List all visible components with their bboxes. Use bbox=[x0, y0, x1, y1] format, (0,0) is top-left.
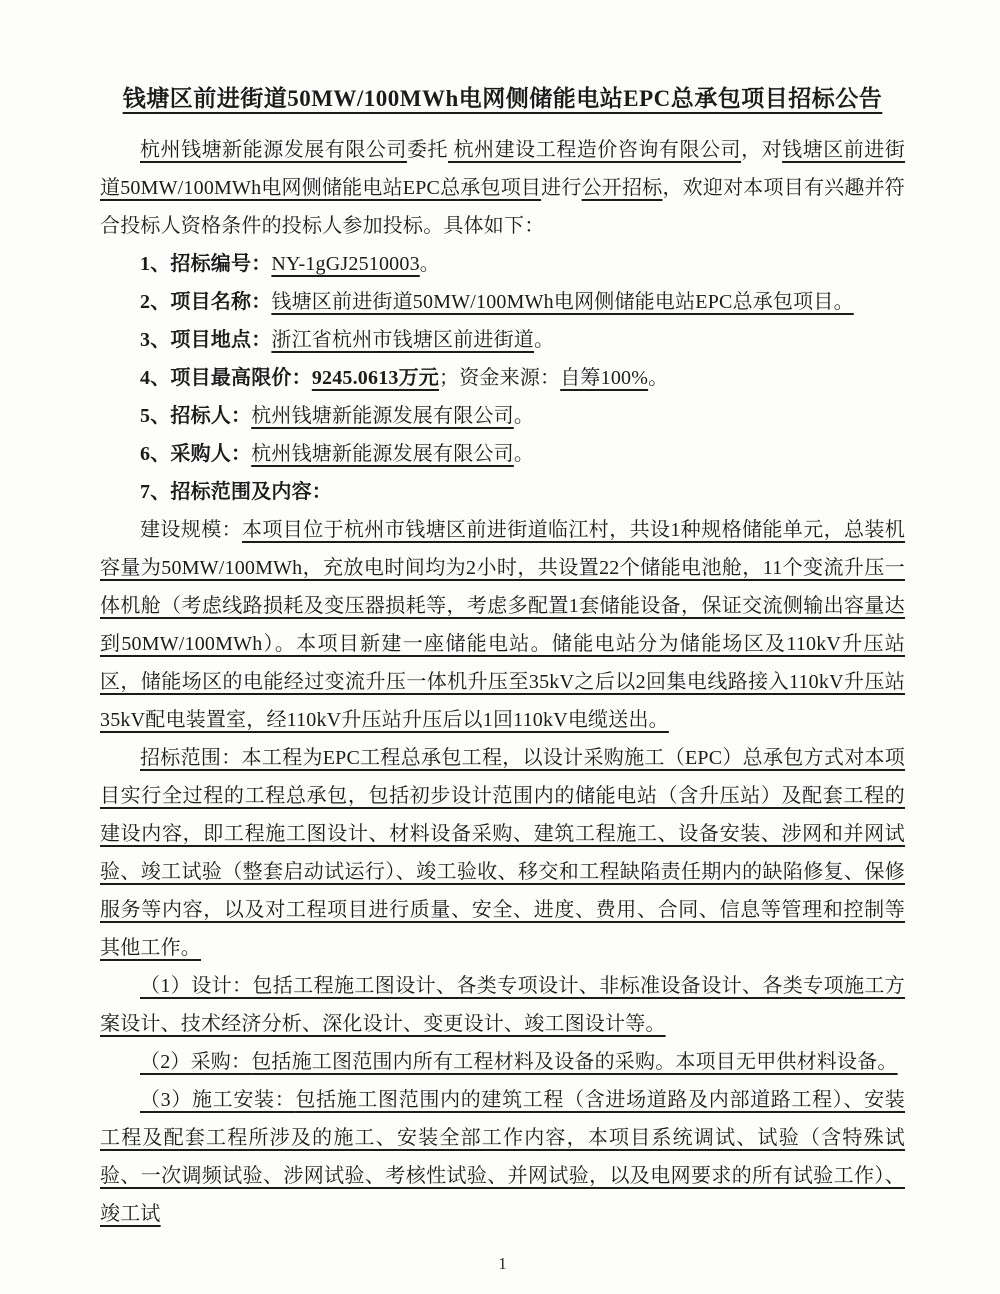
agent-name: 杭州建设工程造价咨询有限公司 bbox=[448, 139, 742, 161]
bidding-method: 公开招标 bbox=[581, 177, 663, 199]
document-body bbox=[100, 131, 905, 1233]
tender-number-suffix: 。 bbox=[419, 253, 440, 275]
page-number: 1 bbox=[498, 1254, 507, 1273]
sub-item-construction bbox=[100, 1081, 905, 1233]
procurement-body: 包括施工图范围内所有工程材料及设备的采购。本项目无甲供材料设备。 bbox=[251, 1051, 898, 1073]
design-label: （1）设计： bbox=[140, 975, 253, 997]
project-name: 钱塘区前进街道50MW/100MWh电网侧储能电站EPC总承包项目 bbox=[100, 139, 906, 199]
intro-connector-2: 进行 bbox=[541, 177, 582, 199]
tender-item-3 bbox=[100, 321, 905, 359]
tenderer-suffix: 。 bbox=[513, 405, 535, 427]
purchaser-suffix: 。 bbox=[513, 443, 535, 465]
tender-item-7 bbox=[100, 473, 905, 511]
scope-section-heading: 7、招标范围及内容： bbox=[140, 481, 332, 503]
project-location-suffix: 。 bbox=[534, 329, 555, 351]
construction-scale-label: 建设规模： bbox=[140, 519, 242, 541]
tender-scope-label: 招标范围： bbox=[140, 747, 242, 769]
project-location-value: 浙江省杭州市钱塘区前进街道 bbox=[271, 329, 535, 351]
project-name-value: 钱塘区前进街道50MW/100MWh电网侧储能电站EPC总承包项目。 bbox=[271, 291, 854, 313]
funding-source-label: ；资金来源： bbox=[439, 367, 561, 389]
tenderer-name: 杭州钱塘新能源发展有限公司 bbox=[140, 139, 407, 161]
tender-scope-body: 本工程为EPC工程总承包工程，以设计采购施工（EPC）总承包方式对本项目实行全过程的工程总承包，包括初步设计范围内的储能电站（含升压站）及配套工程的建设内容，即工程施工图设计、材料设备采购、建筑工程施工、设备安装、涉网和并网试验、竣工试验（整套启动试运行）、竣工验收、移交和工程缺陷责任期内的缺陷修复、保修服务等内容，以及对工程项目进行质量、安全、进度、费用、合同、信息等管理和控制等其他工作。 bbox=[100, 747, 906, 959]
tender-item-4 bbox=[100, 359, 905, 397]
intro-paragraph bbox=[100, 131, 905, 245]
intro-connector-1: ，对 bbox=[741, 139, 783, 161]
price-cap-suffix: 。 bbox=[648, 367, 669, 389]
purchaser-value: 杭州钱塘新能源发展有限公司 bbox=[251, 443, 514, 465]
tender-item-1 bbox=[100, 245, 905, 283]
tender-item-5 bbox=[100, 397, 905, 435]
intro-entrust-text: 委托 bbox=[406, 139, 449, 161]
page-title: 钱塘区前进街道50MW/100MWh电网侧储能电站EPC总承包项目招标公告 bbox=[122, 86, 883, 111]
tender-number-value: NY-1gGJ2510003 bbox=[271, 253, 420, 275]
sub-item-design bbox=[100, 967, 905, 1043]
design-body: 包括工程施工图设计、各类专项设计、非标准设备设计、各类专项施工方案设计、技术经济分析、深化设计、变更设计、竣工图设计等。 bbox=[100, 975, 905, 1035]
construction-scale-body: 本项目位于杭州市钱塘区前进街道临江村，共设1种规格储能单元，总装机容量为50MW/100MWh，充放电时间均为2小时，共设置22个储能电池舱，11个变流升压一体机舱（考虑线路损耗及变压器损耗等，考虑多配置1套储能设备，保证交流侧输出容量达到50MW/100MWh）。本项目新建一座储能电站。储能电站分为储能场区及110kV升压站区，储能场区的电能经过变流升压一体机升压至35kV之后以2回集电线路接入110kV升压站35kV配电装置室，经110kV升压站升压后以1回110kV电缆送出。 bbox=[100, 519, 905, 731]
purchaser-label: 6、采购人： bbox=[140, 443, 252, 465]
project-name-label: 2、项目名称： bbox=[140, 291, 272, 313]
construction-label: （3）施工安装： bbox=[140, 1089, 296, 1111]
tender-number-label: 1、招标编号： bbox=[140, 253, 272, 275]
tender-scope-paragraph bbox=[100, 739, 905, 967]
tender-item-6 bbox=[100, 435, 905, 473]
tenderer-label: 5、招标人： bbox=[140, 405, 252, 427]
construction-scale-paragraph bbox=[100, 511, 905, 739]
price-cap-label: 4、项目最高限价： bbox=[140, 367, 312, 389]
construction-body: 包括施工图范围内的建筑工程（含进场道路及内部道路工程）、安装工程及配套工程所涉及的施工、安装全部工作内容，本项目系统调试、试验（含特殊试验、一次调频试验、涉网试验、考核性试验、并网试验，以及电网要求的所有试验工作）、竣工试 bbox=[100, 1089, 906, 1225]
tender-item-2 bbox=[100, 283, 905, 321]
project-location-label: 3、项目地点： bbox=[140, 329, 272, 351]
procurement-label: （2）采购： bbox=[140, 1051, 252, 1073]
price-cap-value: 9245.0613万元 bbox=[311, 367, 440, 389]
sub-item-procurement bbox=[100, 1043, 905, 1081]
funding-source-value: 自筹100% bbox=[560, 367, 649, 389]
tenderer-value: 杭州钱塘新能源发展有限公司 bbox=[251, 405, 514, 427]
intro-tail-text: ，欢迎对本项目有兴趣并符合投标人资格条件的投标人参加投标。具体如下： bbox=[100, 177, 905, 237]
